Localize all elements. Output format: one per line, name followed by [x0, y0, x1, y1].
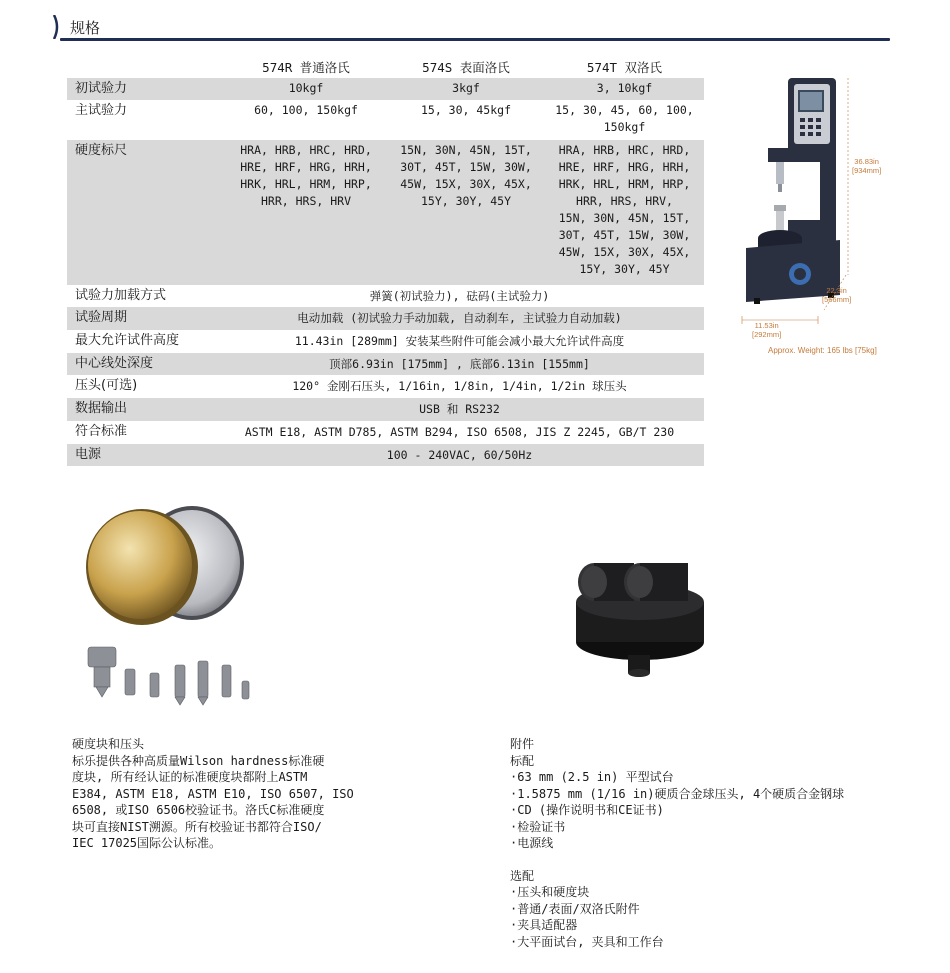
cell: 15N, 30N, 45N, 15T, 30T, 45T, 15W, 30W, 45W, 15X, 30X, 45X, 15Y, 30Y, 45Y	[400, 143, 532, 208]
list-item: ·电源线	[510, 836, 554, 850]
cell: USB 和 RS232	[419, 402, 500, 416]
list-item: ·夹具适配器	[510, 918, 578, 932]
cell: 11.43in [289mm] 安装某些附件可能会减小最大允许试件高度	[294, 334, 625, 348]
cell: 弹簧(初试验力), 砝码(主试验力)	[369, 289, 550, 303]
width-dimension: 11.53in [292mm]	[752, 321, 782, 339]
table-row	[67, 444, 704, 466]
row-label: 最大允许试件高度	[75, 333, 180, 348]
height-dimension: 36.83in [934mm]	[852, 157, 882, 175]
table-row	[67, 375, 704, 398]
row-label: 试验周期	[75, 310, 128, 325]
cell: HRA, HRB, HRC, HRD, HRE, HRF, HRG, HRH, HRK, HRL, HRM, HRP, HRR, HRS, HRV, 15N, 30N, 45N, 15T, 30T, 45T, 15W, 30W, 45W, 15X, 30X, 45X, 15Y, 30Y, 45Y	[558, 143, 691, 276]
list-item: ·63 mm (2.5 in) 平型试台	[510, 770, 674, 784]
weight-label: Approx. Weight: 165 lbs [75kg]	[768, 346, 877, 355]
row-label: 数据输出	[75, 401, 128, 416]
cell: 3, 10kgf	[596, 81, 653, 95]
table-row	[67, 421, 704, 444]
list-item: ·1.5875 mm (1/16 in)硬质合金球压头, 4个硬质合金钢球	[510, 786, 845, 801]
test-blocks-indenters-image	[80, 505, 255, 720]
cell: 电动加载 (初试验力手动加载, 自动刹车, 主试验力自动加载)	[297, 311, 622, 325]
section-header	[52, 12, 890, 42]
table-row	[67, 100, 704, 140]
cell: HRA, HRB, HRC, HRD, HRE, HRF, HRG, HRH, HRK, HRL, HRM, HRP, HRR, HRS, HRV	[240, 143, 372, 208]
header-underline	[60, 38, 890, 41]
accessories-title: 附件	[510, 737, 535, 751]
row-label: 压头(可选)	[75, 378, 138, 393]
header-bracket-icon	[52, 15, 62, 39]
v-anvil-fixture-image	[548, 520, 728, 695]
table-row	[67, 353, 704, 375]
table-header-row	[67, 56, 704, 78]
col-header-574t: 574T 双洛氏	[586, 60, 663, 75]
cell: 60, 100, 150kgf	[254, 103, 358, 117]
row-label: 硬度标尺	[75, 143, 128, 158]
blocks-title: 硬度块和压头	[72, 737, 145, 751]
row-label: 符合标准	[75, 424, 128, 439]
cell: 顶部6.93in [175mm] , 底部6.13in [155mm]	[329, 357, 590, 371]
col-header-574r: 574R 普通洛氏	[262, 60, 350, 75]
accessories-section	[510, 736, 910, 950]
list-item: ·压头和硬度块	[510, 885, 590, 899]
table-row	[67, 330, 704, 353]
table-row	[67, 307, 704, 330]
row-label: 电源	[75, 447, 102, 462]
cell: 15, 30, 45, 60, 100, 150kgf	[555, 103, 694, 134]
standard-title: 标配	[510, 753, 535, 768]
test-blocks-description	[72, 736, 362, 852]
cell: 10kgf	[288, 81, 324, 95]
list-item: ·检验证书	[510, 819, 566, 834]
section-title: 规格	[70, 19, 101, 37]
row-label: 中心线处深度	[75, 356, 154, 371]
list-item: ·大平面试台, 夹具和工作台	[510, 934, 664, 949]
depth-dimension: 22.3in [566mm]	[822, 286, 852, 304]
table-row	[67, 140, 704, 285]
cell: 3kgf	[452, 81, 480, 95]
cell: 15, 30, 45kgf	[420, 103, 511, 117]
col-header-574s: 574S 表面洛氏	[422, 60, 510, 75]
cell: ASTM E18, ASTM D785, ASTM B294, ISO 6508, JIS Z 2245, GB/T 230	[244, 425, 675, 439]
row-label: 初试验力	[75, 81, 128, 96]
cell: 120° 金刚石压头, 1/16in, 1/8in, 1/4in, 1/2in 球压头	[292, 379, 627, 393]
spec-table	[67, 56, 704, 466]
table-row	[67, 285, 704, 307]
list-item: ·CD (操作说明书和CE证书)	[510, 803, 664, 817]
cell: 100 - 240VAC, 60/50Hz	[386, 448, 533, 462]
blocks-body: 标乐提供各种高质量Wilson hardness标准硬 度块, 所有经认证的标准硬度块都附上ASTM E384, ASTM E18, ASTM E10, ISO 6507, ISO 6508, 或ISO 6506校验证书。洛氏C标准硬度 块可直接NIST溯源。所有校验证书都符合ISO/ IEC 17025国际公认标准。	[72, 753, 354, 850]
table-row	[67, 398, 704, 421]
row-label: 主试验力	[75, 103, 128, 118]
table-row	[67, 78, 704, 100]
row-label: 试验力加载方式	[75, 288, 167, 303]
list-item: ·普通/表面/双洛氏附件	[510, 901, 640, 916]
optional-title: 选配	[510, 868, 535, 883]
